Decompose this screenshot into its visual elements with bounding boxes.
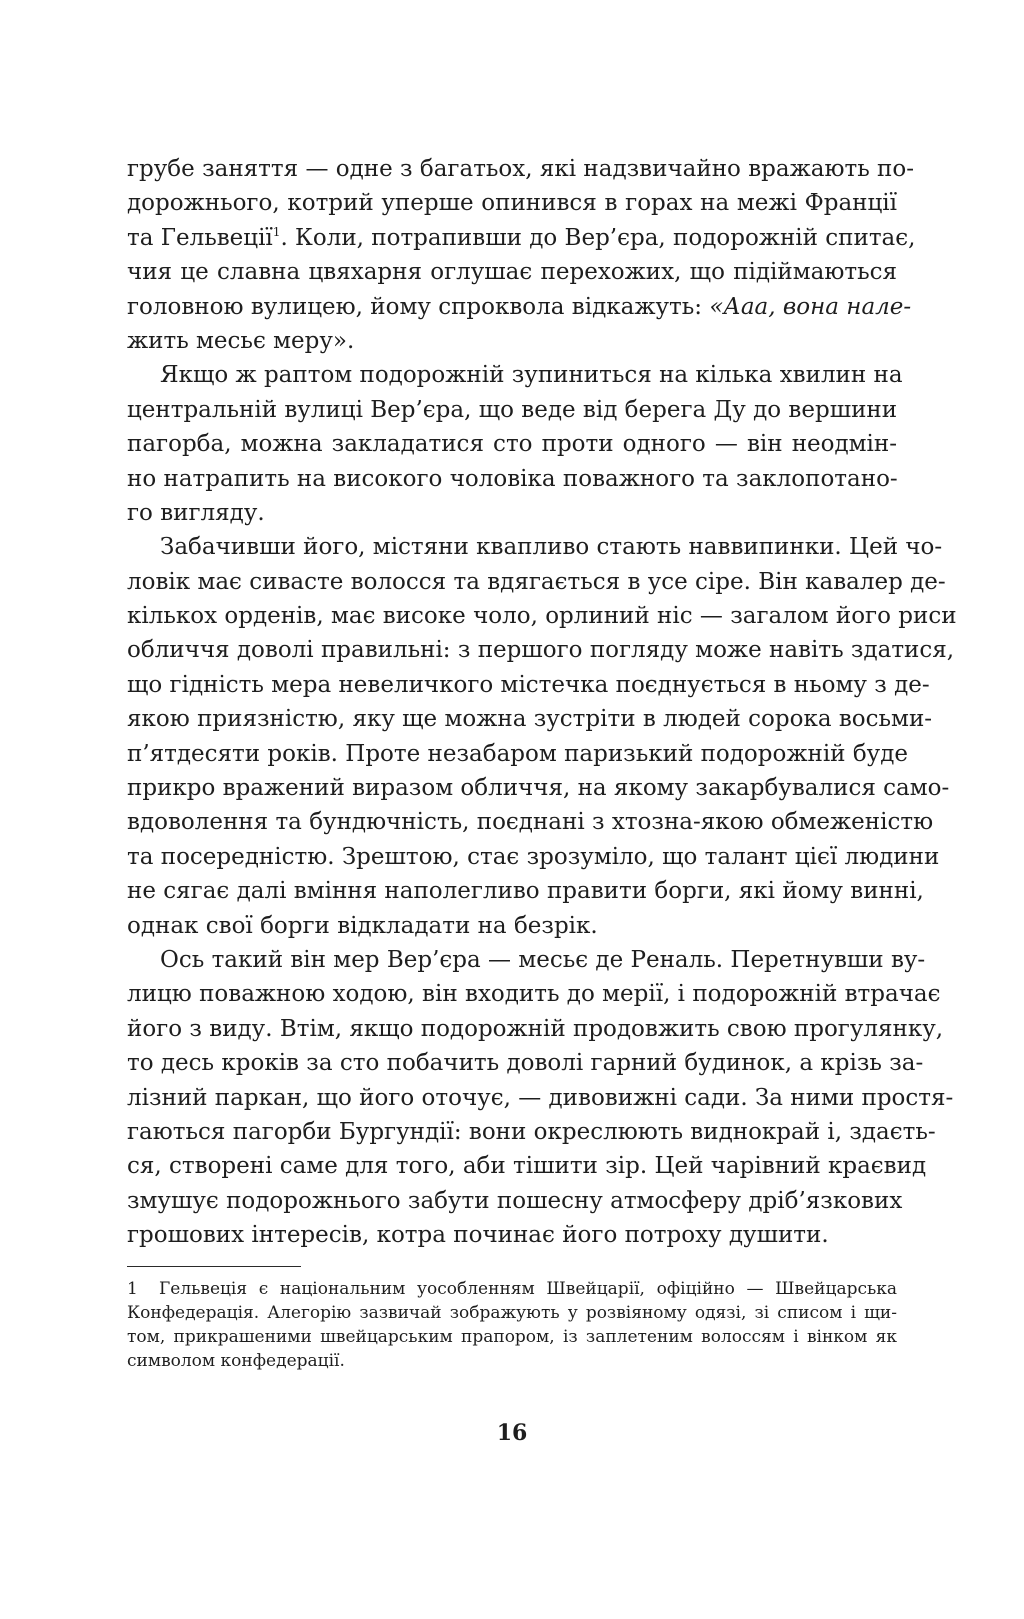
- footnote-text: Гельвеція є національним уособленням Швейцарії, офіційно — Швейцарська: [159, 1279, 897, 1299]
- italic-quote: «Ааа, вона нале-: [709, 293, 912, 320]
- text-line: но натрапить на високого чоловіка поважного та заклопотано-: [127, 465, 898, 492]
- text-line: Ось такий він мер Вер’єра — месьє де Реналь. Перетнувши ву-: [160, 946, 926, 973]
- footnote: [127, 1277, 897, 1373]
- footnote-reference: 1: [272, 224, 281, 239]
- text-line: лізний паркан, що його оточує, — дивовижні сади. За ними простя-: [127, 1084, 954, 1111]
- text-line: грошових інтересів, котра починає його потроху душити.: [127, 1222, 829, 1249]
- text-line: дорожнього, котрий уперше опинився в горах на межі Франції: [127, 190, 897, 217]
- text-line: чия це славна цвяхарня оглушає перехожих, що підіймаються: [127, 259, 897, 286]
- text-line: змушує подорожнього забути пошесну атмосферу дріб’язкових: [127, 1187, 903, 1214]
- text-line: вдоволення та бундючність, поєднані з хтозна-якою обмеженістю: [127, 809, 934, 836]
- footnote-line: Конфедерація. Алегорію зазвичай зображують у розвіяному одязі, зі списом і щи-: [127, 1303, 897, 1323]
- text-line: Якщо ж раптом подорожній зупиниться на кілька хвилин на: [160, 362, 903, 389]
- page-number: 16: [496, 1420, 528, 1446]
- text-line: прикро вражений виразом обличчя, на якому закарбувалися само-: [127, 775, 950, 802]
- text-fragment: та Гельвеції: [127, 224, 273, 251]
- footnote-line: том, прикрашеними швейцарським прапором, із заплетеним волоссям і вінком як: [127, 1327, 897, 1347]
- text-line: ловік має сивасте волосся та вдягається в усе сіре. Він кавалер де-: [127, 568, 946, 595]
- text-line: що гідність мера невеличкого містечка поєднується в ньому з де-: [127, 671, 930, 698]
- text-line: п’ятдесяти років. Проте незабаром паризький подорожній буде: [127, 740, 908, 767]
- text-line: [127, 290, 912, 324]
- paragraph-3: [127, 530, 957, 943]
- text-line: кількох орденів, має високе чоло, орлиний ніс — загалом його риси: [127, 603, 957, 630]
- text-line: якою приязністю, яку ще можна зустріти в людей сорока восьми-: [127, 706, 933, 733]
- text-line: ся, створені саме для того, аби тішити зір. Цей чарівний краєвид: [127, 1153, 927, 1180]
- italic-quote: жить месьє меру».: [127, 327, 355, 354]
- text-line: центральній вулиці Вер’єра, що веде від берега Ду до вершини: [127, 396, 898, 423]
- footnote-line: символом конфедерації.: [127, 1351, 345, 1371]
- main-text: [127, 152, 957, 1253]
- paragraph-1: [127, 152, 916, 358]
- text-line: однак свої борги відкладати на безрік.: [127, 912, 598, 939]
- text-line: гаються пагорби Бургундії: вони окреслюють виднокрай і, здаєть-: [127, 1118, 936, 1145]
- text-line: пагорба, можна закладатися сто проти одного — він неодмін-: [127, 431, 897, 458]
- footnote-divider: [127, 1266, 301, 1267]
- footnote-number: 1: [127, 1279, 138, 1299]
- paragraph-2: [127, 358, 903, 530]
- text-line: його з виду. Втім, якщо подорожній продовжить свою прогулянку,: [127, 1015, 944, 1042]
- text-line: [127, 221, 916, 255]
- text-line: грубе заняття — одне з багатьох, які надзвичайно вражають по-: [127, 156, 914, 182]
- paragraph-4: [127, 943, 954, 1253]
- text-line: лицю поважною ходою, він входить до мерії, і подорожній втрачає: [127, 981, 941, 1008]
- text-line: обличчя доволі правильні: з першого погляду може навіть здатися,: [127, 637, 955, 664]
- text-line: та посередністю. Зрештою, стає зрозуміло, що талант цієї людини: [127, 843, 940, 870]
- footnote-line: [127, 1277, 897, 1301]
- text-line: не сягає далі вміння наполегливо правити борги, які йому винні,: [127, 878, 924, 905]
- text-line: Забачивши його, містяни квапливо стають наввипинки. Цей чо-: [160, 534, 943, 561]
- text-line: го вигляду.: [127, 499, 265, 526]
- text-line: то десь кроків за сто побачить доволі гарний будинок, а крізь за-: [127, 1050, 924, 1077]
- text-fragment: головною вулицею, йому спроквола відкажуть:: [127, 293, 710, 320]
- text-fragment: . Коли, потрапивши до Вер’єра, подорожній спитає,: [280, 224, 916, 251]
